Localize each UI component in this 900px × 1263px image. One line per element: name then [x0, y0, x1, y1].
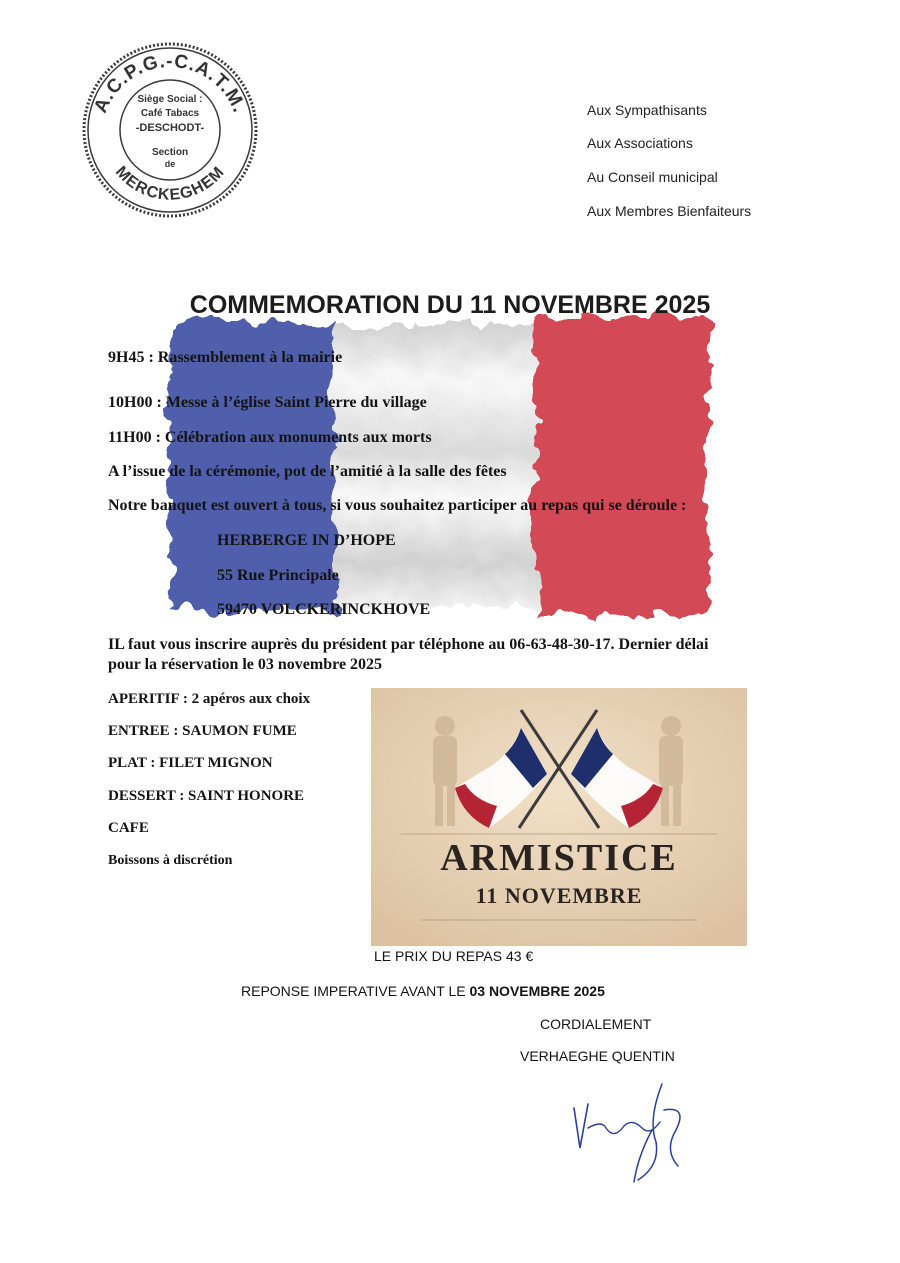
- schedule-rassemblement: 9H45 : Rassemblement à la mairie: [108, 349, 343, 366]
- response-deadline: [241, 983, 605, 999]
- handwritten-signature: [568, 1070, 698, 1190]
- recipient-bienfaiteurs: Aux Membres Bienfaiteurs: [587, 203, 752, 219]
- stamp-line-1: Siège Social :: [137, 94, 203, 105]
- recipient-associations: Aux Associations: [587, 135, 693, 151]
- response-date: 03 NOVEMBRE 2025: [469, 983, 605, 999]
- menu-dessert: DESSERT : SAINT HONORE: [108, 788, 305, 804]
- registration-line-1: IL faut vous inscrire auprès du président par téléphone au 06-63-48-30-17. Dernier délai: [108, 636, 709, 653]
- menu-boissons: Boissons à discrétion: [108, 853, 233, 868]
- recipient-conseil: Au Conseil municipal: [587, 169, 718, 185]
- response-prefix: REPONSE IMPERATIVE AVANT LE: [241, 983, 470, 999]
- schedule-pot-amitie: A l’issue de la cérémonie, pot de l’amitié à la salle des fêtes: [108, 463, 507, 480]
- armistice-poster: [371, 688, 747, 946]
- venue-street: 55 Rue Principale: [217, 567, 339, 584]
- association-stamp: [80, 40, 260, 220]
- closing-text: CORDIALEMENT: [540, 1016, 652, 1032]
- armistice-title: ARMISTICE: [440, 837, 678, 879]
- page-title: COMMEMORATION DU 11 NOVEMBRE 2025: [189, 291, 711, 319]
- registration-line-2: pour la réservation le 03 novembre 2025: [108, 656, 383, 673]
- svg-text:A.C.P.G.-C.A.T.M.: [90, 51, 249, 116]
- menu-aperitif: APERITIF : 2 apéros aux choix: [108, 691, 311, 707]
- venue-name: HERBERGE IN D’HOPE: [217, 532, 396, 549]
- stamp-ring-top-text: A.C.P.G.-C.A.T.M.: [90, 50, 250, 117]
- stamp-line-5: de: [164, 159, 176, 169]
- schedule-messe: 10H00 : Messe à l’église Saint Pierre du village: [108, 394, 427, 411]
- armistice-subtitle: 11 NOVEMBRE: [475, 883, 643, 908]
- menu-plat: PLAT : FILET MIGNON: [108, 755, 273, 771]
- schedule-banquet: Notre banquet est ouvert à tous, si vous souhaitez participer au repas qui se déroule :: [108, 497, 687, 514]
- recipient-sympathisants: Aux Sympathisants: [587, 102, 707, 118]
- schedule-celebration: 11H00 : Célébration aux monuments aux morts: [108, 429, 432, 446]
- svg-text:MERCKEGHEM: [112, 163, 228, 204]
- menu-cafe: CAFE: [108, 820, 149, 836]
- signatory-name: VERHAEGHE QUENTIN: [520, 1048, 675, 1064]
- venue-city: 59470 VOLCKERINCKHOVE: [217, 601, 431, 618]
- stamp-line-2: Café Tabacs: [140, 108, 200, 119]
- stamp-line-4: Section: [151, 147, 189, 158]
- meal-price: LE PRIX DU REPAS 43 €: [374, 948, 534, 964]
- menu-entree: ENTREE : SAUMON FUME: [108, 723, 297, 739]
- stamp-ring-bottom-text: MERCKEGHEM: [111, 163, 229, 204]
- stamp-line-3: -DESCHODT-: [135, 122, 205, 134]
